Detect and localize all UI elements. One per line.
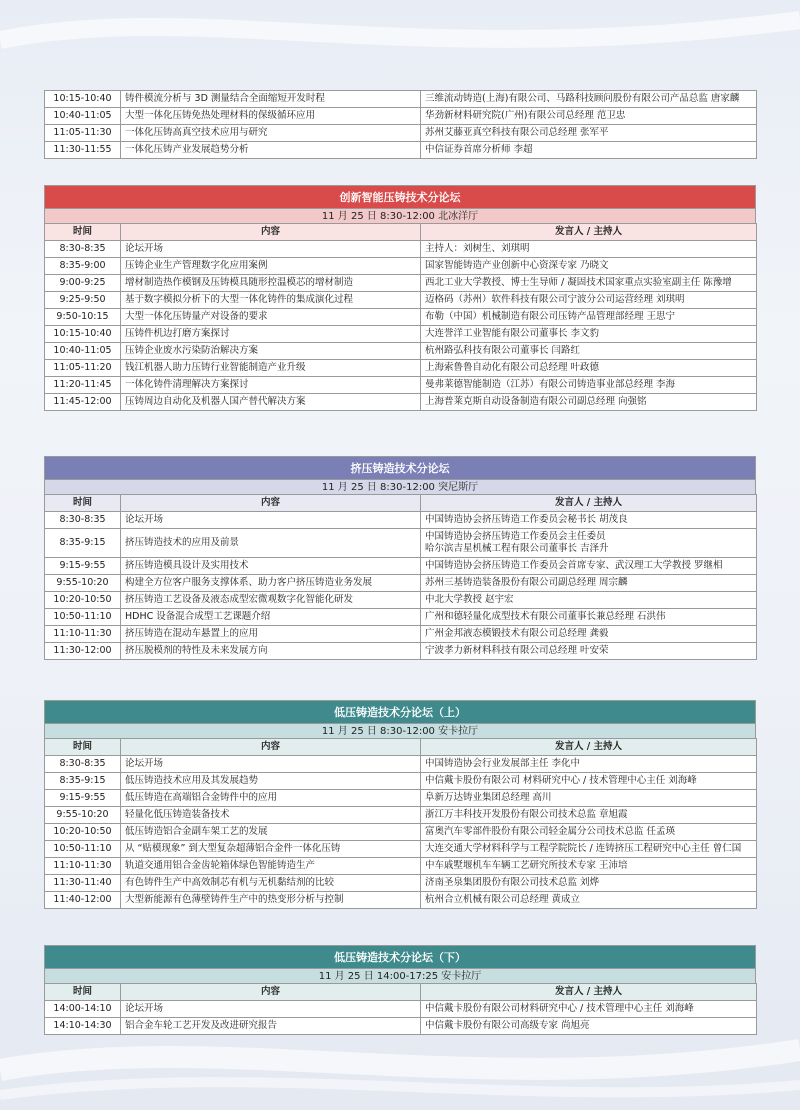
time-cell: 8:30-8:35	[45, 512, 121, 529]
time-cell: 11:40-12:00	[45, 892, 121, 909]
time-cell: 11:10-11:30	[45, 858, 121, 875]
header-time: 时间	[45, 984, 121, 1001]
speaker-cell: 曼弗莱德智能制造（江苏）有限公司铸造事业部总经理 李海	[421, 377, 757, 394]
speaker-cell: 中信戴卡股份有限公司材料研究中心 / 技术管理中心主任 刘海峰	[421, 1001, 757, 1018]
time-cell: 9:15-9:55	[45, 790, 121, 807]
table-row	[45, 241, 757, 258]
forum-title: 低压铸造技术分论坛（下）	[44, 945, 756, 968]
content-cell: 大型一体化压铸免热处理材料的保级循环应用	[121, 108, 421, 125]
content-cell: 从 “贴模现象” 到大型复杂超薄铝合金件一体化压铸	[121, 841, 421, 858]
speaker-cell: 富奥汽车零部件股份有限公司轻金属分公司技术总监 任孟瑛	[421, 824, 757, 841]
time-cell: 9:25-9:50	[45, 292, 121, 309]
table-row	[45, 773, 757, 790]
time-cell: 9:00-9:25	[45, 275, 121, 292]
speaker-cell: 杭州合立机械有限公司总经理 黄成立	[421, 892, 757, 909]
speaker-cell: 中车戚墅堰机车车辆工艺研究所技术专家 王沛培	[421, 858, 757, 875]
speaker-cell: 主持人：刘树生、刘琪明	[421, 241, 757, 258]
speaker-cell: 中信戴卡股份有限公司 材料研究中心 / 技术管理中心主任 刘海峰	[421, 773, 757, 790]
time-cell: 10:20-10:50	[45, 592, 121, 609]
forum-date-venue: 11 月 25 日 8:30-12:00 突尼斯厅	[44, 479, 756, 494]
speaker-cell: 大连誉洋工业智能有限公司董事长 李文豹	[421, 326, 757, 343]
table-header-row	[45, 495, 757, 512]
speaker-cell: 苏州艾藤亚真空科技有限公司总经理 张军平	[421, 125, 757, 142]
content-cell: 一体化压铸产业发展趋势分析	[121, 142, 421, 159]
time-cell: 11:45-12:00	[45, 394, 121, 411]
speaker-line: 哈尔滨吉星机械工程有限公司董事长 吉泽升	[425, 543, 609, 554]
speaker-cell: 西北工业大学教授、博士生导师 / 凝固技术国家重点实验室副主任 陈豫增	[421, 275, 757, 292]
speaker-cell: 华劲新材料研究院(广州)有限公司总经理 范卫忠	[421, 108, 757, 125]
time-cell: 11:05-11:20	[45, 360, 121, 377]
table-header-row	[45, 224, 757, 241]
content-cell: 挤压铸造工艺设备及液态成型宏微观数字化智能化研发	[121, 592, 421, 609]
content-cell: 大型一体化压铸量产对设备的要求	[121, 309, 421, 326]
content-cell: HDHC 设备混合成型工艺课题介绍	[121, 609, 421, 626]
content-cell: 增材制造热作模钢及压铸模具随形控温模芯的增材制造	[121, 275, 421, 292]
speaker-cell: 阜新万达铸业集团总经理 高川	[421, 790, 757, 807]
table-row	[45, 756, 757, 773]
speaker-cell: 广州和德轻量化成型技术有限公司董事长兼总经理 石洪伟	[421, 609, 757, 626]
speaker-cell: 中信证券首席分析师 李超	[421, 142, 757, 159]
time-cell: 14:00-14:10	[45, 1001, 121, 1018]
header-content: 内容	[121, 739, 421, 756]
table-row	[45, 592, 757, 609]
time-cell: 8:35-9:15	[45, 773, 121, 790]
table-row	[45, 275, 757, 292]
table-row	[45, 892, 757, 909]
content-cell: 轨道交通用铝合金齿轮箱体绿色智能铸造生产	[121, 858, 421, 875]
content-cell: 论坛开场	[121, 756, 421, 773]
time-cell: 9:55-10:20	[45, 807, 121, 824]
content-cell: 压铸企业废水污染防治解决方案	[121, 343, 421, 360]
speaker-cell: 迈格码（苏州）软件科技有限公司宁波分公司运营经理 刘琪明	[421, 292, 757, 309]
table-row	[45, 807, 757, 824]
content-cell: 论坛开场	[121, 1001, 421, 1018]
speaker-cell: 济南圣泉集团股份有限公司技术总监 刘烨	[421, 875, 757, 892]
speaker-cell: 上海普莱克斯自动设备制造有限公司副总经理 向强铭	[421, 394, 757, 411]
table-row	[45, 377, 757, 394]
forum-date-venue: 11 月 25 日 8:30-12:00 安卡拉厅	[44, 723, 756, 738]
speaker-cell: 国家智能铸造产业创新中心资深专家 乃晓文	[421, 258, 757, 275]
content-cell: 低压铸造铝合金副车架工艺的发展	[121, 824, 421, 841]
table-row	[45, 108, 757, 125]
time-cell: 10:50-11:10	[45, 841, 121, 858]
time-cell: 9:15-9:55	[45, 558, 121, 575]
time-cell: 11:20-11:45	[45, 377, 121, 394]
forum-innovation-die-casting	[44, 185, 756, 411]
header-content: 内容	[121, 495, 421, 512]
time-cell: 8:30-8:35	[45, 756, 121, 773]
content-cell: 构建全方位客户服务支撑体系、助力客户挤压铸造业务发展	[121, 575, 421, 592]
time-cell: 10:50-11:10	[45, 609, 121, 626]
content-cell: 挤压铸造在混动车悬置上的应用	[121, 626, 421, 643]
speaker-cell: 宁波孝力新材料科技有限公司总经理 叶安荣	[421, 643, 757, 660]
content-cell: 压铸周边自动化及机器人国产替代解决方案	[121, 394, 421, 411]
content-cell: 论坛开场	[121, 512, 421, 529]
header-speaker: 发言人 / 主持人	[421, 984, 757, 1001]
table-row	[45, 1018, 757, 1035]
table-row	[45, 875, 757, 892]
table-row	[45, 841, 757, 858]
time-cell: 10:15-10:40	[45, 91, 121, 108]
content-cell: 铸件模流分析与 3D 测量结合全面缩短开发时程	[121, 91, 421, 108]
speaker-cell: 三维流动铸造(上海)有限公司、马路科技顾问股份有限公司产品总监 唐家麟	[421, 91, 757, 108]
table-row	[45, 91, 757, 108]
table-row	[45, 142, 757, 159]
table-row	[45, 512, 757, 529]
content-cell: 轻量化低压铸造装备技术	[121, 807, 421, 824]
table-row	[45, 609, 757, 626]
time-cell: 14:10-14:30	[45, 1018, 121, 1035]
table-row	[45, 292, 757, 309]
forum-title: 挤压铸造技术分论坛	[44, 456, 756, 479]
forum-date-venue: 11 月 25 日 8:30-12:00 北冰洋厅	[44, 208, 756, 223]
header-speaker: 发言人 / 主持人	[421, 739, 757, 756]
table-row	[45, 858, 757, 875]
header-speaker: 发言人 / 主持人	[421, 224, 757, 241]
table-header-row	[45, 739, 757, 756]
content-cell: 挤压铸造技术的应用及前景	[121, 529, 421, 558]
speaker-cell: 中国铸造协会挤压铸造工作委员会首席专家、武汉理工大学教授 罗继相	[421, 558, 757, 575]
time-cell: 10:15-10:40	[45, 326, 121, 343]
table-row	[45, 529, 757, 558]
content-cell: 一体化压铸高真空技术应用与研究	[121, 125, 421, 142]
time-cell: 11:05-11:30	[45, 125, 121, 142]
forum-title: 低压铸造技术分论坛（上）	[44, 700, 756, 723]
content-cell: 论坛开场	[121, 241, 421, 258]
time-cell: 11:30-11:55	[45, 142, 121, 159]
table-row	[45, 394, 757, 411]
speaker-cell: 浙江万丰科技开发股份有限公司技术总监 章旭霞	[421, 807, 757, 824]
speaker-line: 中国铸造协会挤压铸造工作委员会主任委员	[425, 531, 606, 542]
content-cell: 大型新能源有色薄壁铸件生产中的热变形分析与控制	[121, 892, 421, 909]
table-row	[45, 558, 757, 575]
speaker-cell: 广州金邦液态模锻技术有限公司总经理 龚毅	[421, 626, 757, 643]
header-content: 内容	[121, 984, 421, 1001]
speaker-cell: 大连交通大学材料科学与工程学院院长 / 连铸挤压工程研究中心主任 曾仁国	[421, 841, 757, 858]
speaker-cell	[421, 529, 757, 558]
content-cell: 有色铸件生产中高效制芯有机与无机黏结剂的比较	[121, 875, 421, 892]
header-speaker: 发言人 / 主持人	[421, 495, 757, 512]
table-row	[45, 360, 757, 377]
speaker-cell: 杭州路弘科技有限公司董事长 闫路红	[421, 343, 757, 360]
table-row	[45, 309, 757, 326]
time-cell: 10:40-11:05	[45, 108, 121, 125]
table-row	[45, 258, 757, 275]
time-cell: 11:10-11:30	[45, 626, 121, 643]
table-header-row	[45, 984, 757, 1001]
header-time: 时间	[45, 224, 121, 241]
time-cell: 10:20-10:50	[45, 824, 121, 841]
content-cell: 压铸件机边打磨方案探讨	[121, 326, 421, 343]
time-cell: 9:50-10:15	[45, 309, 121, 326]
forum-squeeze-casting	[44, 456, 756, 660]
header-time: 时间	[45, 495, 121, 512]
table-row	[45, 824, 757, 841]
table-row	[45, 790, 757, 807]
content-cell: 挤压脱模剂的特性及未来发展方向	[121, 643, 421, 660]
content-cell: 钱江机器人助力压铸行业智能制造产业升级	[121, 360, 421, 377]
table-row	[45, 1001, 757, 1018]
speaker-cell: 苏州三基铸造装备股份有限公司副总经理 周宗麟	[421, 575, 757, 592]
header-time: 时间	[45, 739, 121, 756]
table-row	[45, 643, 757, 660]
table-row	[45, 326, 757, 343]
speaker-cell: 中国铸造协会行业发展部主任 李化中	[421, 756, 757, 773]
content-cell: 挤压铸造模具设计及实用技术	[121, 558, 421, 575]
content-cell: 基于数字模拟分析下的大型一体化铸件的集成演化过程	[121, 292, 421, 309]
time-cell: 10:40-11:05	[45, 343, 121, 360]
time-cell: 11:30-12:00	[45, 643, 121, 660]
table-row	[45, 575, 757, 592]
table-row	[45, 626, 757, 643]
content-cell: 一体化铸件清理解决方案探讨	[121, 377, 421, 394]
forum-date-venue: 11 月 25 日 14:00-17:25 安卡拉厅	[44, 968, 756, 983]
content-cell: 铝合金车轮工艺开发及改进研究报告	[121, 1018, 421, 1035]
speaker-cell: 上海索鲁鲁自动化有限公司总经理 叶政德	[421, 360, 757, 377]
time-cell: 8:30-8:35	[45, 241, 121, 258]
header-content: 内容	[121, 224, 421, 241]
time-cell: 8:35-9:15	[45, 529, 121, 558]
table-row	[45, 125, 757, 142]
forum-low-pressure-casting-part1	[44, 700, 756, 909]
forum-title: 创新智能压铸技术分论坛	[44, 185, 756, 208]
top-schedule-table	[44, 90, 756, 159]
content-cell: 压铸企业生产管理数字化应用案例	[121, 258, 421, 275]
speaker-cell: 布勒（中国）机械制造有限公司压铸产品管理部经理 王思宁	[421, 309, 757, 326]
time-cell: 9:55-10:20	[45, 575, 121, 592]
time-cell: 8:35-9:00	[45, 258, 121, 275]
time-cell: 11:30-11:40	[45, 875, 121, 892]
forum-low-pressure-casting-part2	[44, 945, 756, 1035]
speaker-cell: 中北大学教授 赵宇宏	[421, 592, 757, 609]
content-cell: 低压铸造技术应用及其发展趋势	[121, 773, 421, 790]
speaker-cell: 中信戴卡股份有限公司高级专家 尚旭亮	[421, 1018, 757, 1035]
speaker-cell: 中国铸造协会挤压铸造工作委员会秘书长 胡茂良	[421, 512, 757, 529]
content-cell: 低压铸造在高端铝合金铸件中的应用	[121, 790, 421, 807]
table-row	[45, 343, 757, 360]
